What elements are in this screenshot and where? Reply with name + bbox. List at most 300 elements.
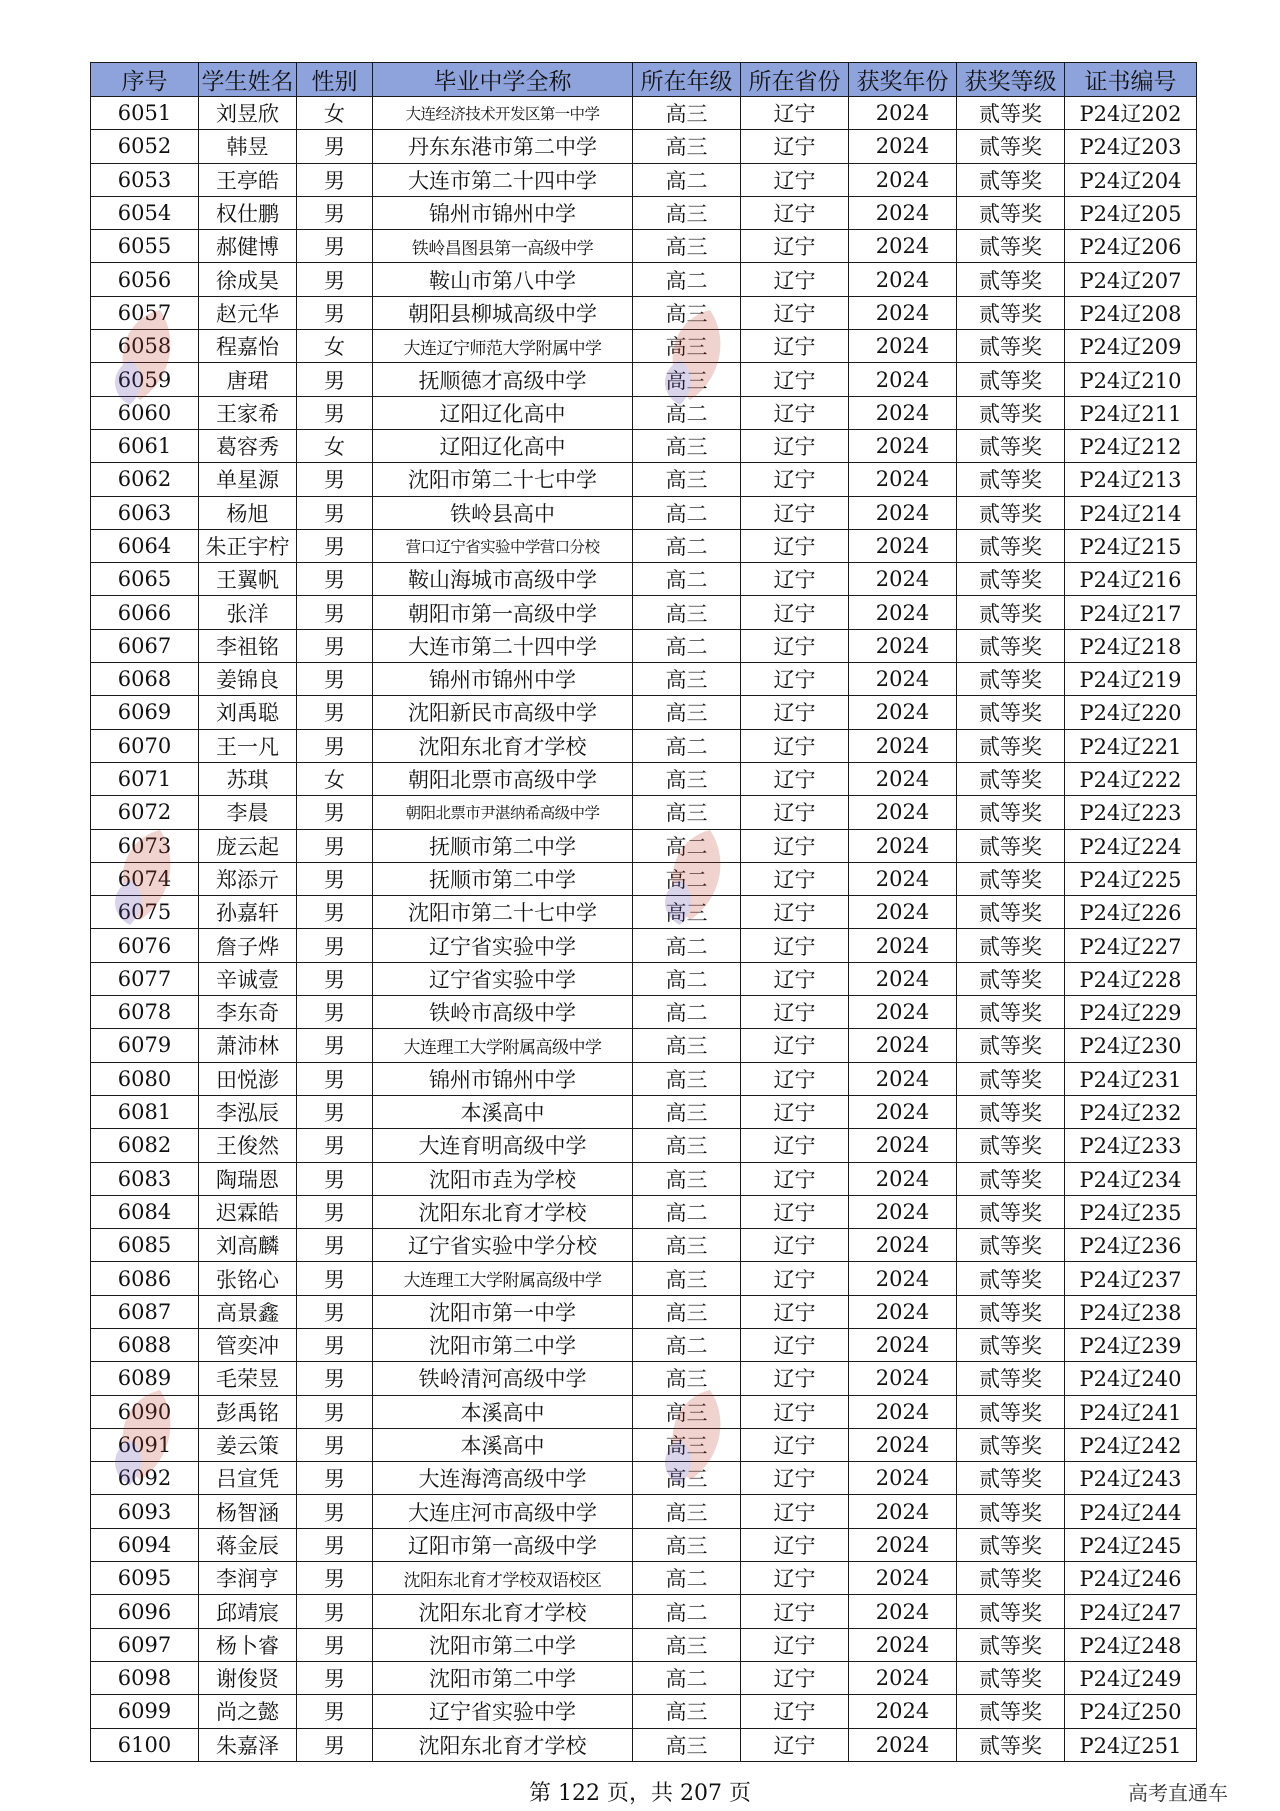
table-row — [91, 363, 1197, 396]
table-row — [91, 1661, 1197, 1694]
cell-school: 大连育明高级中学 — [373, 1129, 633, 1162]
cell-gender: 男 — [297, 629, 373, 662]
cell-award-level: 贰等奖 — [957, 1328, 1065, 1361]
cell-award-level: 贰等奖 — [957, 596, 1065, 629]
cell-province: 辽宁 — [741, 762, 849, 795]
cell-award-year: 2024 — [849, 1328, 957, 1361]
cell-student-name: 辛诚壹 — [199, 962, 297, 995]
cell-gender: 男 — [297, 363, 373, 396]
cell-student-name: 杨旭 — [199, 496, 297, 529]
cell-school: 朝阳北票市高级中学 — [373, 762, 633, 795]
cell-school: 抚顺市第二中学 — [373, 829, 633, 862]
cell-grade: 高二 — [633, 396, 741, 429]
cell-school: 大连海湾高级中学 — [373, 1462, 633, 1495]
cell-award-year: 2024 — [849, 1129, 957, 1162]
cell-award-level: 贰等奖 — [957, 1395, 1065, 1428]
cell-gender: 男 — [297, 1295, 373, 1328]
cell-gender: 男 — [297, 396, 373, 429]
cell-award-level: 贰等奖 — [957, 663, 1065, 696]
cell-grade: 高三 — [633, 1395, 741, 1428]
cell-award-year: 2024 — [849, 97, 957, 130]
cell-certificate-no: P24辽203 — [1065, 130, 1197, 163]
cell-province: 辽宁 — [741, 796, 849, 829]
cell-province: 辽宁 — [741, 696, 849, 729]
table-row — [91, 1728, 1197, 1761]
column-header: 学生姓名 — [199, 63, 297, 97]
cell-student-name: 李晨 — [199, 796, 297, 829]
cell-serial: 6071 — [91, 762, 199, 795]
cell-grade: 高三 — [633, 1262, 741, 1295]
cell-student-name: 彭禹铭 — [199, 1395, 297, 1428]
cell-award-year: 2024 — [849, 363, 957, 396]
cell-award-level: 贰等奖 — [957, 429, 1065, 462]
cell-certificate-no: P24辽220 — [1065, 696, 1197, 729]
cell-school: 沈阳东北育才学校 — [373, 1595, 633, 1628]
cell-gender: 男 — [297, 796, 373, 829]
cell-award-year: 2024 — [849, 529, 957, 562]
cell-serial: 6081 — [91, 1095, 199, 1128]
cell-grade: 高三 — [633, 1528, 741, 1561]
cell-province: 辽宁 — [741, 463, 849, 496]
cell-serial: 6090 — [91, 1395, 199, 1428]
cell-certificate-no: P24辽227 — [1065, 929, 1197, 962]
cell-award-level: 贰等奖 — [957, 1029, 1065, 1062]
cell-school: 锦州市锦州中学 — [373, 1062, 633, 1095]
cell-province: 辽宁 — [741, 596, 849, 629]
cell-grade: 高三 — [633, 1095, 741, 1128]
cell-grade: 高三 — [633, 663, 741, 696]
cell-serial: 6077 — [91, 962, 199, 995]
cell-certificate-no: P24辽249 — [1065, 1661, 1197, 1694]
cell-school: 锦州市锦州中学 — [373, 663, 633, 696]
cell-student-name: 韩昱 — [199, 130, 297, 163]
table-row — [91, 529, 1197, 562]
cell-award-year: 2024 — [849, 330, 957, 363]
table-row — [91, 1595, 1197, 1628]
table-row — [91, 629, 1197, 662]
cell-school: 辽宁省实验中学 — [373, 1695, 633, 1728]
cell-award-level: 贰等奖 — [957, 1129, 1065, 1162]
cell-grade: 高三 — [633, 463, 741, 496]
cell-award-level: 贰等奖 — [957, 1562, 1065, 1595]
page-number: 第 122 页，共 207 页 — [529, 1781, 751, 1806]
cell-certificate-no: P24辽215 — [1065, 529, 1197, 562]
cell-award-level: 贰等奖 — [957, 829, 1065, 862]
cell-award-level: 贰等奖 — [957, 163, 1065, 196]
cell-award-level: 贰等奖 — [957, 1362, 1065, 1395]
cell-school: 抚顺市第二中学 — [373, 862, 633, 895]
cell-award-level: 贰等奖 — [957, 363, 1065, 396]
cell-student-name: 李祖铭 — [199, 629, 297, 662]
cell-serial: 6080 — [91, 1062, 199, 1095]
cell-student-name: 王翼帆 — [199, 563, 297, 596]
column-header: 证书编号 — [1065, 63, 1197, 97]
cell-grade: 高三 — [633, 1428, 741, 1461]
cell-grade: 高三 — [633, 1129, 741, 1162]
cell-school: 朝阳北票市尹湛纳希高级中学 — [373, 796, 633, 829]
cell-serial: 6062 — [91, 463, 199, 496]
cell-school: 大连市第二十四中学 — [373, 629, 633, 662]
cell-certificate-no: P24辽239 — [1065, 1328, 1197, 1361]
cell-award-level: 贰等奖 — [957, 1229, 1065, 1262]
cell-certificate-no: P24辽244 — [1065, 1495, 1197, 1528]
cell-certificate-no: P24辽219 — [1065, 663, 1197, 696]
cell-grade: 高二 — [633, 1328, 741, 1361]
cell-award-year: 2024 — [849, 296, 957, 329]
cell-student-name: 张铭心 — [199, 1262, 297, 1295]
cell-student-name: 程嘉怡 — [199, 330, 297, 363]
cell-serial: 6068 — [91, 663, 199, 696]
cell-award-year: 2024 — [849, 1728, 957, 1761]
cell-province: 辽宁 — [741, 1129, 849, 1162]
cell-school: 本溪高中 — [373, 1395, 633, 1428]
cell-award-level: 贰等奖 — [957, 396, 1065, 429]
cell-grade: 高三 — [633, 796, 741, 829]
cell-serial: 6052 — [91, 130, 199, 163]
cell-serial: 6061 — [91, 429, 199, 462]
table-row — [91, 97, 1197, 130]
cell-student-name: 孙嘉轩 — [199, 896, 297, 929]
table-row — [91, 1229, 1197, 1262]
cell-grade: 高二 — [633, 862, 741, 895]
cell-award-level: 贰等奖 — [957, 1162, 1065, 1195]
cell-gender: 男 — [297, 996, 373, 1029]
cell-gender: 男 — [297, 829, 373, 862]
cell-student-name: 管奕冲 — [199, 1328, 297, 1361]
cell-gender: 男 — [297, 1528, 373, 1561]
cell-certificate-no: P24辽235 — [1065, 1195, 1197, 1228]
cell-certificate-no: P24辽206 — [1065, 230, 1197, 263]
cell-award-year: 2024 — [849, 1229, 957, 1262]
cell-certificate-no: P24辽247 — [1065, 1595, 1197, 1628]
cell-award-year: 2024 — [849, 1395, 957, 1428]
cell-gender: 男 — [297, 296, 373, 329]
cell-certificate-no: P24辽236 — [1065, 1229, 1197, 1262]
table-row — [91, 1162, 1197, 1195]
cell-award-year: 2024 — [849, 1528, 957, 1561]
cell-gender: 男 — [297, 929, 373, 962]
cell-school: 沈阳市第二中学 — [373, 1628, 633, 1661]
cell-serial: 6086 — [91, 1262, 199, 1295]
cell-award-year: 2024 — [849, 1628, 957, 1661]
cell-award-level: 贰等奖 — [957, 1728, 1065, 1761]
cell-certificate-no: P24辽238 — [1065, 1295, 1197, 1328]
cell-grade: 高三 — [633, 1628, 741, 1661]
table-row — [91, 996, 1197, 1029]
cell-student-name: 陶瑞恩 — [199, 1162, 297, 1195]
cell-serial: 6058 — [91, 330, 199, 363]
cell-certificate-no: P24辽243 — [1065, 1462, 1197, 1495]
cell-province: 辽宁 — [741, 896, 849, 929]
table-row — [91, 496, 1197, 529]
cell-student-name: 张洋 — [199, 596, 297, 629]
cell-award-year: 2024 — [849, 1195, 957, 1228]
cell-certificate-no: P24辽242 — [1065, 1428, 1197, 1461]
cell-student-name: 李泓辰 — [199, 1095, 297, 1128]
cell-certificate-no: P24辽216 — [1065, 563, 1197, 596]
cell-grade: 高三 — [633, 296, 741, 329]
cell-school: 沈阳东北育才学校 — [373, 729, 633, 762]
cell-student-name: 朱正宇柠 — [199, 529, 297, 562]
cell-award-year: 2024 — [849, 263, 957, 296]
cell-gender: 男 — [297, 196, 373, 229]
table-row — [91, 762, 1197, 795]
cell-province: 辽宁 — [741, 1328, 849, 1361]
cell-certificate-no: P24辽209 — [1065, 330, 1197, 363]
cell-gender: 女 — [297, 330, 373, 363]
cell-school: 营口辽宁省实验中学营口分校 — [373, 529, 633, 562]
cell-award-level: 贰等奖 — [957, 1661, 1065, 1694]
table-row — [91, 1328, 1197, 1361]
table-row — [91, 296, 1197, 329]
cell-school: 辽阳辽化高中 — [373, 396, 633, 429]
cell-serial: 6093 — [91, 1495, 199, 1528]
table-row — [91, 1628, 1197, 1661]
table-row — [91, 862, 1197, 895]
cell-school: 大连庄河市高级中学 — [373, 1495, 633, 1528]
cell-province: 辽宁 — [741, 163, 849, 196]
table-row — [91, 396, 1197, 429]
cell-award-year: 2024 — [849, 796, 957, 829]
cell-school: 沈阳东北育才学校 — [373, 1728, 633, 1761]
award-table — [90, 62, 1197, 1762]
cell-award-year: 2024 — [849, 996, 957, 1029]
cell-award-level: 贰等奖 — [957, 962, 1065, 995]
cell-certificate-no: P24辽250 — [1065, 1695, 1197, 1728]
cell-award-level: 贰等奖 — [957, 230, 1065, 263]
cell-grade: 高三 — [633, 1029, 741, 1062]
cell-certificate-no: P24辽231 — [1065, 1062, 1197, 1095]
cell-serial: 6069 — [91, 696, 199, 729]
cell-student-name: 朱嘉泽 — [199, 1728, 297, 1761]
cell-award-level: 贰等奖 — [957, 1262, 1065, 1295]
cell-gender: 男 — [297, 496, 373, 529]
cell-gender: 男 — [297, 1428, 373, 1461]
cell-gender: 男 — [297, 1628, 373, 1661]
cell-award-year: 2024 — [849, 729, 957, 762]
cell-award-year: 2024 — [849, 1595, 957, 1628]
cell-student-name: 毛荣昱 — [199, 1362, 297, 1395]
cell-gender: 男 — [297, 529, 373, 562]
cell-serial: 6067 — [91, 629, 199, 662]
cell-certificate-no: P24辽226 — [1065, 896, 1197, 929]
cell-serial: 6091 — [91, 1428, 199, 1461]
cell-award-year: 2024 — [849, 1661, 957, 1694]
cell-school: 辽宁省实验中学 — [373, 962, 633, 995]
cell-province: 辽宁 — [741, 130, 849, 163]
award-list-sheet — [90, 62, 1196, 1762]
cell-serial: 6054 — [91, 196, 199, 229]
table-row — [91, 1462, 1197, 1495]
cell-award-year: 2024 — [849, 629, 957, 662]
cell-certificate-no: P24辽205 — [1065, 196, 1197, 229]
cell-award-year: 2024 — [849, 163, 957, 196]
cell-student-name: 苏琪 — [199, 762, 297, 795]
cell-province: 辽宁 — [741, 1661, 849, 1694]
cell-student-name: 徐成昊 — [199, 263, 297, 296]
cell-award-year: 2024 — [849, 1462, 957, 1495]
cell-award-year: 2024 — [849, 1262, 957, 1295]
cell-province: 辽宁 — [741, 1628, 849, 1661]
cell-certificate-no: P24辽241 — [1065, 1395, 1197, 1428]
table-row — [91, 1262, 1197, 1295]
site-watermark-text: 高考直通车 — [1128, 1781, 1228, 1805]
cell-serial: 6074 — [91, 862, 199, 895]
cell-student-name: 王家希 — [199, 396, 297, 429]
cell-province: 辽宁 — [741, 862, 849, 895]
cell-province: 辽宁 — [741, 1528, 849, 1561]
cell-award-level: 贰等奖 — [957, 263, 1065, 296]
cell-student-name: 迟霖皓 — [199, 1195, 297, 1228]
cell-gender: 男 — [297, 1328, 373, 1361]
cell-award-year: 2024 — [849, 663, 957, 696]
cell-province: 辽宁 — [741, 396, 849, 429]
cell-award-level: 贰等奖 — [957, 196, 1065, 229]
cell-student-name: 王亭皓 — [199, 163, 297, 196]
cell-serial: 6095 — [91, 1562, 199, 1595]
cell-serial: 6092 — [91, 1462, 199, 1495]
cell-gender: 男 — [297, 1362, 373, 1395]
cell-gender: 男 — [297, 1062, 373, 1095]
cell-school: 大连辽宁师范大学附属中学 — [373, 330, 633, 363]
cell-award-year: 2024 — [849, 1428, 957, 1461]
cell-grade: 高二 — [633, 1661, 741, 1694]
cell-grade: 高二 — [633, 929, 741, 962]
cell-certificate-no: P24辽251 — [1065, 1728, 1197, 1761]
cell-gender: 男 — [297, 663, 373, 696]
cell-gender: 男 — [297, 163, 373, 196]
cell-gender: 女 — [297, 97, 373, 130]
cell-province: 辽宁 — [741, 1695, 849, 1728]
cell-award-level: 贰等奖 — [957, 1462, 1065, 1495]
cell-school: 沈阳市第一中学 — [373, 1295, 633, 1328]
column-header: 序号 — [91, 63, 199, 97]
cell-award-level: 贰等奖 — [957, 1095, 1065, 1128]
cell-school: 沈阳新民市高级中学 — [373, 696, 633, 729]
cell-serial: 6056 — [91, 263, 199, 296]
cell-student-name: 唐珺 — [199, 363, 297, 396]
cell-serial: 6098 — [91, 1661, 199, 1694]
table-row — [91, 163, 1197, 196]
cell-award-year: 2024 — [849, 463, 957, 496]
cell-grade: 高二 — [633, 163, 741, 196]
cell-province: 辽宁 — [741, 1095, 849, 1128]
table-row — [91, 1295, 1197, 1328]
cell-school: 沈阳市第二十七中学 — [373, 896, 633, 929]
cell-school: 铁岭市高级中学 — [373, 996, 633, 1029]
table-row — [91, 1528, 1197, 1561]
cell-grade: 高二 — [633, 1595, 741, 1628]
cell-serial: 6064 — [91, 529, 199, 562]
cell-certificate-no: P24辽248 — [1065, 1628, 1197, 1661]
table-row — [91, 829, 1197, 862]
cell-award-year: 2024 — [849, 230, 957, 263]
cell-gender: 男 — [297, 1695, 373, 1728]
cell-certificate-no: P24辽211 — [1065, 396, 1197, 429]
cell-serial: 6096 — [91, 1595, 199, 1628]
cell-award-level: 贰等奖 — [957, 330, 1065, 363]
cell-province: 辽宁 — [741, 496, 849, 529]
cell-award-year: 2024 — [849, 1029, 957, 1062]
table-row — [91, 962, 1197, 995]
cell-serial: 6063 — [91, 496, 199, 529]
cell-grade: 高三 — [633, 762, 741, 795]
cell-grade: 高三 — [633, 130, 741, 163]
cell-gender: 男 — [297, 463, 373, 496]
cell-school: 铁岭县高中 — [373, 496, 633, 529]
cell-award-level: 贰等奖 — [957, 130, 1065, 163]
cell-certificate-no: P24辽223 — [1065, 796, 1197, 829]
cell-gender: 男 — [297, 1495, 373, 1528]
cell-grade: 高三 — [633, 1462, 741, 1495]
cell-grade: 高二 — [633, 563, 741, 596]
cell-province: 辽宁 — [741, 1195, 849, 1228]
cell-school: 辽阳市第一高级中学 — [373, 1528, 633, 1561]
cell-serial: 6059 — [91, 363, 199, 396]
cell-school: 辽阳辽化高中 — [373, 429, 633, 462]
cell-grade: 高二 — [633, 996, 741, 1029]
cell-award-year: 2024 — [849, 1362, 957, 1395]
cell-award-year: 2024 — [849, 496, 957, 529]
table-row — [91, 929, 1197, 962]
cell-award-level: 贰等奖 — [957, 496, 1065, 529]
cell-award-year: 2024 — [849, 762, 957, 795]
table-body — [91, 97, 1197, 1762]
table-row — [91, 1428, 1197, 1461]
table-row — [91, 796, 1197, 829]
cell-student-name: 王俊然 — [199, 1129, 297, 1162]
cell-grade: 高二 — [633, 1195, 741, 1228]
cell-award-level: 贰等奖 — [957, 296, 1065, 329]
cell-student-name: 庞云起 — [199, 829, 297, 862]
table-row — [91, 696, 1197, 729]
cell-serial: 6078 — [91, 996, 199, 1029]
cell-gender: 男 — [297, 896, 373, 929]
cell-certificate-no: P24辽207 — [1065, 263, 1197, 296]
cell-serial: 6083 — [91, 1162, 199, 1195]
table-header-row — [91, 63, 1197, 97]
cell-student-name: 郑添亓 — [199, 862, 297, 895]
cell-gender: 男 — [297, 1462, 373, 1495]
cell-student-name: 詹子烨 — [199, 929, 297, 962]
cell-school: 沈阳市第二中学 — [373, 1328, 633, 1361]
table-row — [91, 263, 1197, 296]
cell-student-name: 赵元华 — [199, 296, 297, 329]
table-row — [91, 1362, 1197, 1395]
cell-province: 辽宁 — [741, 1428, 849, 1461]
cell-serial: 6075 — [91, 896, 199, 929]
table-row — [91, 330, 1197, 363]
cell-province: 辽宁 — [741, 563, 849, 596]
cell-certificate-no: P24辽213 — [1065, 463, 1197, 496]
table-row — [91, 130, 1197, 163]
cell-grade: 高三 — [633, 1695, 741, 1728]
cell-serial: 6099 — [91, 1695, 199, 1728]
cell-award-level: 贰等奖 — [957, 996, 1065, 1029]
cell-school: 朝阳县柳城高级中学 — [373, 296, 633, 329]
cell-province: 辽宁 — [741, 1595, 849, 1628]
cell-certificate-no: P24辽210 — [1065, 363, 1197, 396]
cell-province: 辽宁 — [741, 263, 849, 296]
cell-province: 辽宁 — [741, 529, 849, 562]
cell-award-level: 贰等奖 — [957, 463, 1065, 496]
cell-province: 辽宁 — [741, 1262, 849, 1295]
cell-school: 锦州市锦州中学 — [373, 196, 633, 229]
cell-grade: 高三 — [633, 196, 741, 229]
cell-student-name: 萧沛林 — [199, 1029, 297, 1062]
cell-certificate-no: P24辽232 — [1065, 1095, 1197, 1128]
cell-award-level: 贰等奖 — [957, 97, 1065, 130]
